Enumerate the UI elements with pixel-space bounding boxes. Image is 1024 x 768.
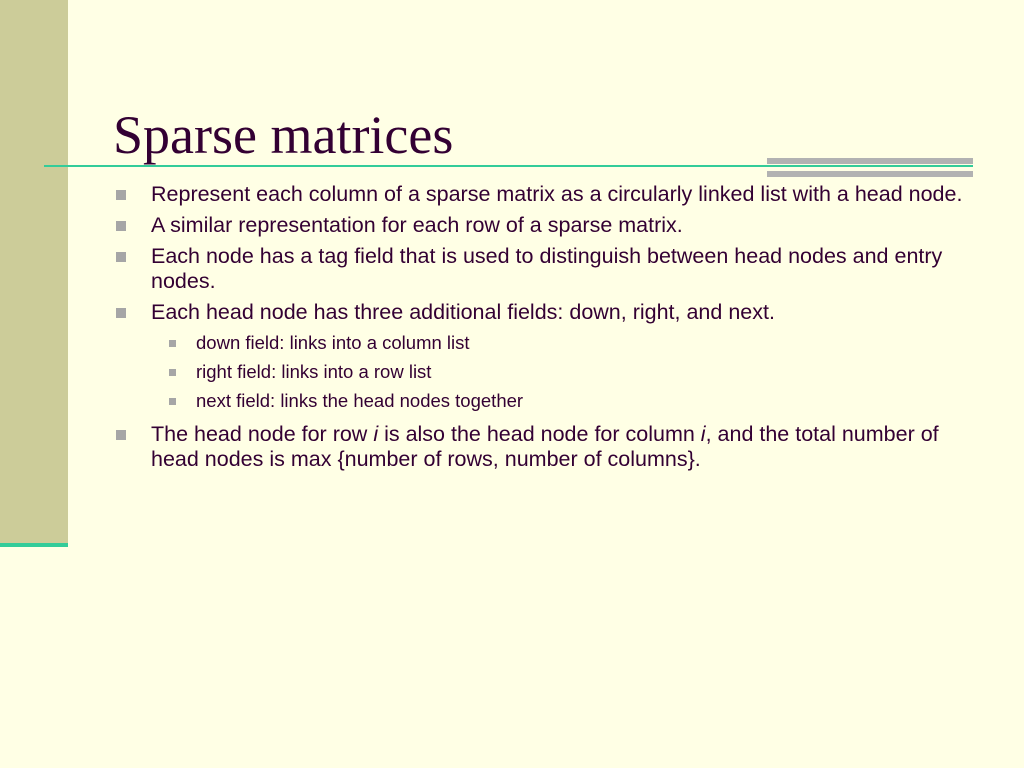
slide-body [112, 182, 992, 478]
left-band-accent-line [0, 543, 68, 547]
bullet-item [112, 300, 992, 325]
bullet-item [112, 213, 992, 238]
bullet-text: Represent each column of a sparse matrix as a circularly linked list with a head node. [151, 182, 963, 206]
left-decorative-band [0, 0, 68, 546]
square-bullet-icon [169, 398, 176, 405]
sub-bullet-item [112, 331, 992, 355]
square-bullet-icon [116, 430, 126, 440]
sub-bullet-item [112, 360, 992, 384]
bullet-item [112, 182, 992, 207]
sub-bullet-text: right field: links into a row list [196, 361, 432, 382]
variable-i: i [373, 422, 379, 446]
bullet-text [151, 422, 939, 471]
sub-bullet-text: next field: links the head nodes together [196, 390, 524, 411]
bullet-item [112, 422, 992, 472]
square-bullet-icon [116, 190, 126, 200]
square-bullet-icon [116, 221, 126, 231]
sub-bullet-item [112, 389, 992, 413]
bullet-text: A similar representation for each row of a sparse matrix. [151, 213, 683, 237]
square-bullet-icon [169, 340, 176, 347]
bullet-text-part: , and the total number of head nodes is max {number of rows, number of columns}. [151, 422, 939, 471]
square-bullet-icon [116, 252, 126, 262]
square-bullet-icon [169, 369, 176, 376]
square-bullet-icon [116, 308, 126, 318]
bullet-text-part: is also the head node for column [378, 422, 701, 446]
bullet-text: Each node has a tag field that is used to distinguish between head nodes and entry nodes. [151, 244, 943, 293]
accent-bar [767, 171, 973, 177]
bullet-item [112, 244, 992, 294]
bullet-text-part: The head node for row [151, 422, 374, 446]
bullet-text: Each head node has three additional fields: down, right, and next. [151, 300, 775, 324]
title-accent-bars [767, 158, 973, 184]
sub-bullet-text: down field: links into a column list [196, 332, 470, 353]
slide-title: Sparse matrices [113, 105, 454, 165]
accent-bar [767, 158, 973, 164]
variable-i: i [700, 422, 706, 446]
